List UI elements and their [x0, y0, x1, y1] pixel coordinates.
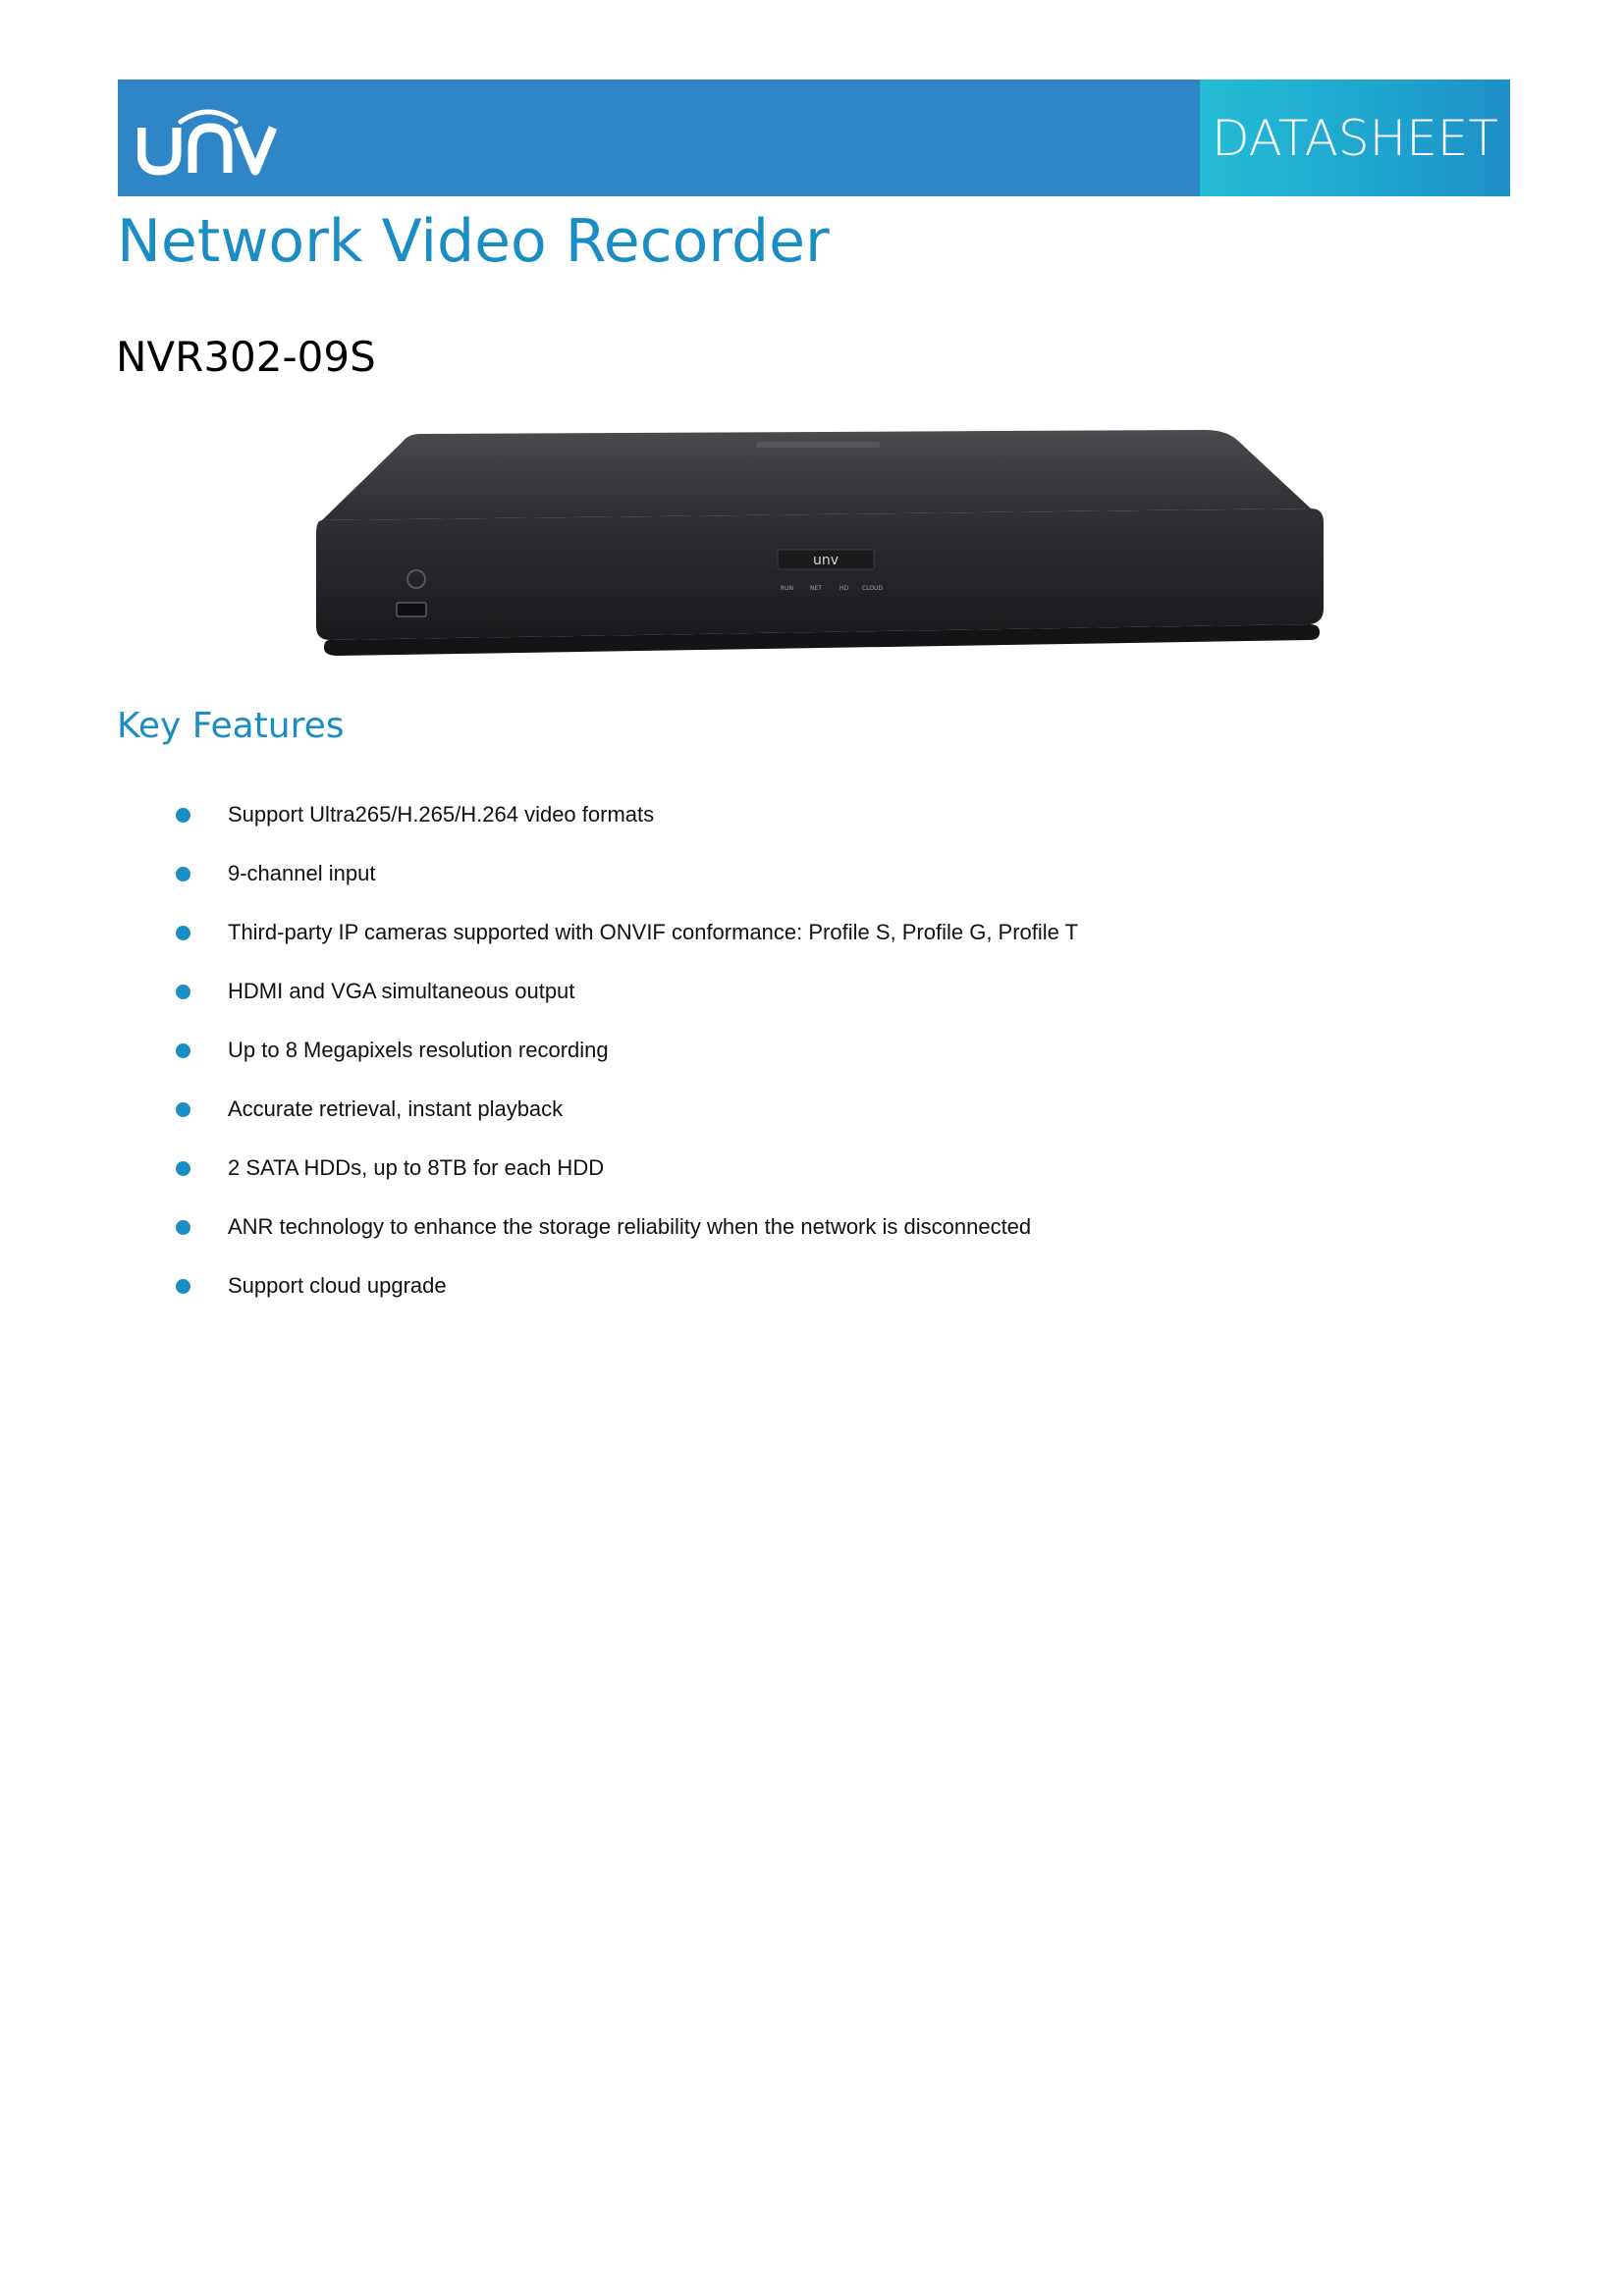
document-title: Network Video Recorder	[117, 207, 830, 276]
bullet-icon	[176, 1279, 190, 1294]
feature-text: Third-party IP cameras supported with ONVIF conformance: Profile S, Profile G, Profile T	[228, 920, 1079, 944]
nvr-product-image	[314, 412, 1326, 667]
feature-item	[167, 785, 1078, 844]
bullet-icon	[176, 1043, 190, 1058]
datasheet-label: DATASHEET	[1212, 109, 1498, 167]
bullet-icon	[176, 926, 190, 940]
feature-item	[167, 1080, 1078, 1139]
feature-item	[167, 1198, 1078, 1256]
indicator-run: RUN	[781, 585, 794, 592]
feature-text: ANR technology to enhance the storage reliability when the network is disconnected	[228, 1214, 1032, 1239]
feature-text: 2 SATA HDDs, up to 8TB for each HDD	[228, 1155, 605, 1180]
bullet-icon	[176, 1220, 190, 1235]
indicator-net: NET	[810, 585, 822, 592]
feature-text: Up to 8 Megapixels resolution recording	[228, 1038, 609, 1062]
bullet-icon	[176, 1102, 190, 1117]
feature-text: 9-channel input	[228, 861, 376, 885]
feature-item	[167, 1139, 1078, 1198]
feature-text: Support cloud upgrade	[228, 1273, 447, 1298]
feature-item	[167, 1021, 1078, 1080]
feature-text: Accurate retrieval, instant playback	[228, 1096, 564, 1121]
feature-item	[167, 844, 1078, 903]
feature-text: HDMI and VGA simultaneous output	[228, 979, 575, 1003]
feature-item	[167, 903, 1078, 962]
feature-item	[167, 962, 1078, 1021]
model-number: NVR302-09S	[116, 333, 376, 381]
feature-text: Support Ultra265/H.265/H.264 video formats	[228, 802, 655, 827]
bullet-icon	[176, 867, 190, 881]
indicator-hd: HD	[839, 585, 849, 592]
key-features-heading: Key Features	[117, 706, 345, 746]
bullet-icon	[176, 808, 190, 823]
bullet-icon	[176, 1161, 190, 1176]
indicator-cloud: CLOUD	[862, 585, 884, 592]
bullet-icon	[176, 985, 190, 999]
datasheet-badge	[1200, 80, 1510, 196]
unv-logo	[137, 102, 279, 177]
front-panel-logo: unv	[812, 553, 839, 568]
feature-item	[167, 1256, 1078, 1315]
key-features-list	[167, 785, 1078, 1315]
